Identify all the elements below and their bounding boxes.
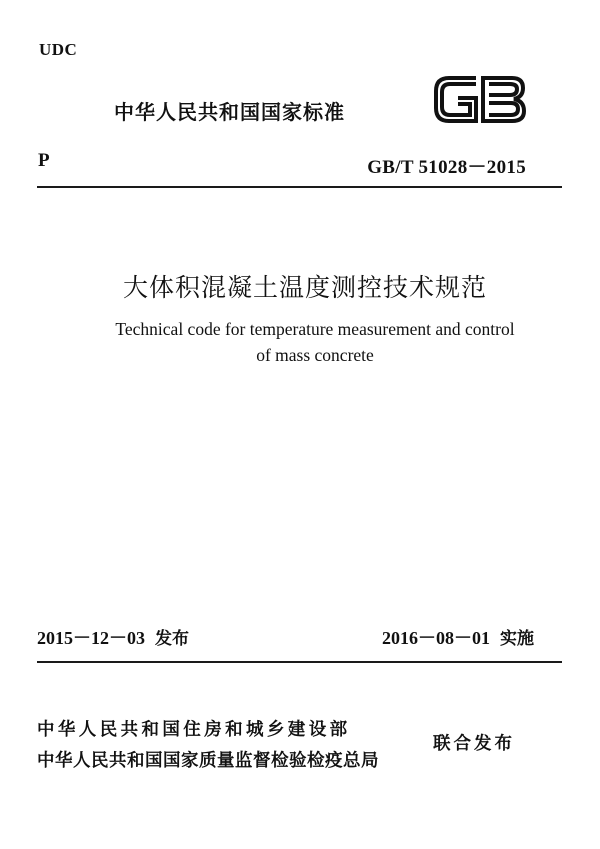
- issue-date-block: [37, 624, 189, 650]
- standard-number: GB/T 51028－2015: [367, 157, 526, 178]
- title-english-line-2: of mass concrete: [256, 345, 374, 365]
- issue-label: 发布: [155, 629, 189, 649]
- top-divider: [37, 186, 562, 188]
- effective-date: 2016－08－01: [382, 628, 490, 648]
- effective-label: 实施: [500, 629, 534, 649]
- national-standard-heading: 中华人民共和国国家标准: [114, 100, 345, 124]
- effective-date-block: [382, 624, 534, 650]
- classification-code: P: [38, 150, 50, 171]
- issue-date: 2015－12－03: [37, 628, 145, 648]
- title-chinese: 大体积混凝土温度测控技术规范: [122, 273, 487, 302]
- gb-logo: [432, 72, 527, 127]
- gb-logo-text: GB: [479, 104, 481, 105]
- issuer-moh: 中华人民共和国住房和城乡建设部: [37, 720, 351, 740]
- joint-issue-label: 联合发布: [433, 734, 515, 754]
- issuing-authorities: [37, 715, 379, 777]
- issuer-aqsiq: 中华人民共和国国家质量监督检验检疫总局: [37, 751, 379, 771]
- bottom-divider: [37, 661, 562, 663]
- title-english-line-1: Technical code for temperature measurement and control: [115, 319, 515, 339]
- udc-label: UDC: [39, 40, 78, 59]
- title-english: [0, 316, 600, 368]
